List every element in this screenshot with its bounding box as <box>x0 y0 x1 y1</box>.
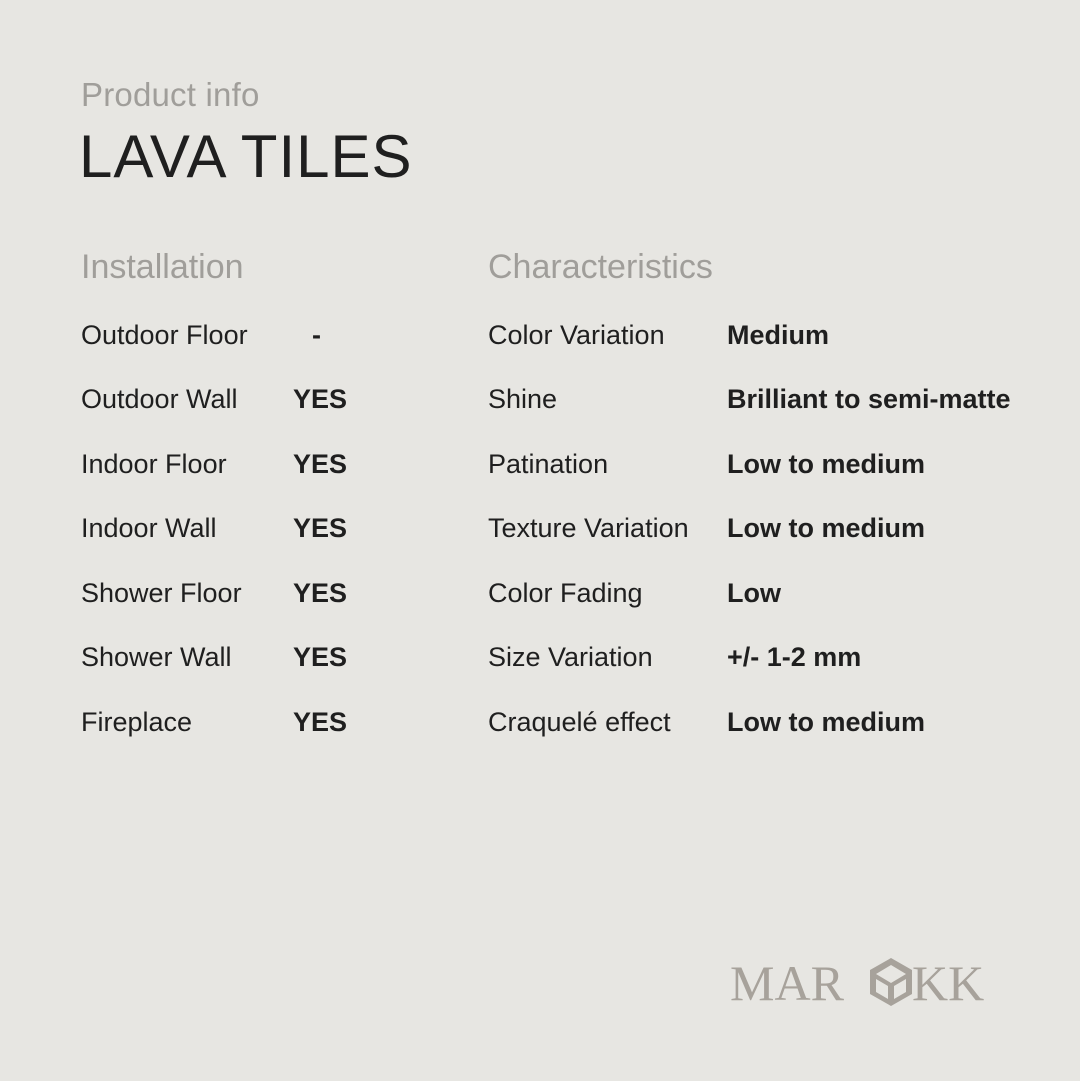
installation-row <box>81 702 381 742</box>
installation-label: Indoor Floor <box>81 449 227 479</box>
installation-row <box>81 508 381 548</box>
characteristic-label: Texture Variation <box>488 513 689 543</box>
characteristic-label: Color Fading <box>488 578 643 608</box>
characteristic-row <box>488 379 1048 419</box>
installation-label: Outdoor Floor <box>81 320 248 350</box>
characteristic-value: Low <box>727 578 781 608</box>
installation-heading: Installation <box>81 248 244 286</box>
characteristic-label: Craquelé effect <box>488 707 671 737</box>
installation-row <box>81 379 381 419</box>
svg-text:MAR: MAR <box>730 955 844 1010</box>
installation-row <box>81 637 381 677</box>
characteristic-row <box>488 702 1048 742</box>
characteristic-row <box>488 637 1048 677</box>
characteristic-row <box>488 573 1048 613</box>
marokk-logo <box>730 952 1002 1010</box>
installation-value: YES <box>293 384 348 414</box>
characteristic-row <box>488 508 1048 548</box>
installation-value: - <box>312 320 321 350</box>
characteristic-value: Low to medium <box>727 513 925 543</box>
characteristic-value: +/- 1-2 mm <box>727 642 862 672</box>
characteristic-value: Low to medium <box>727 449 925 479</box>
installation-value: YES <box>293 707 348 737</box>
characteristic-value: Low to medium <box>727 707 925 737</box>
characteristics-heading: Characteristics <box>488 248 713 286</box>
characteristic-label: Color Variation <box>488 320 665 350</box>
installation-row <box>81 573 381 613</box>
product-info-label: Product info <box>81 76 260 113</box>
installation-row <box>81 315 381 355</box>
installation-row <box>81 444 381 484</box>
page-title: LAVA TILES <box>79 123 413 190</box>
characteristic-value: Brilliant to semi-matte <box>727 384 1011 414</box>
installation-label: Outdoor Wall <box>81 384 238 414</box>
characteristic-row <box>488 315 1048 355</box>
installation-value: YES <box>293 578 348 608</box>
installation-label: Shower Floor <box>81 578 242 608</box>
cube-emblem-icon <box>870 958 912 1006</box>
installation-label: Shower Wall <box>81 642 232 672</box>
characteristic-row <box>488 444 1048 484</box>
characteristic-label: Size Variation <box>488 642 653 672</box>
installation-value: YES <box>293 449 348 479</box>
characteristic-label: Shine <box>488 384 558 414</box>
installation-value: YES <box>293 513 348 543</box>
svg-text:KK: KK <box>912 955 985 1010</box>
installation-value: YES <box>293 642 348 672</box>
installation-label: Indoor Wall <box>81 513 217 543</box>
characteristic-label: Patination <box>488 449 609 479</box>
installation-label: Fireplace <box>81 707 193 737</box>
characteristic-value: Medium <box>727 320 830 350</box>
